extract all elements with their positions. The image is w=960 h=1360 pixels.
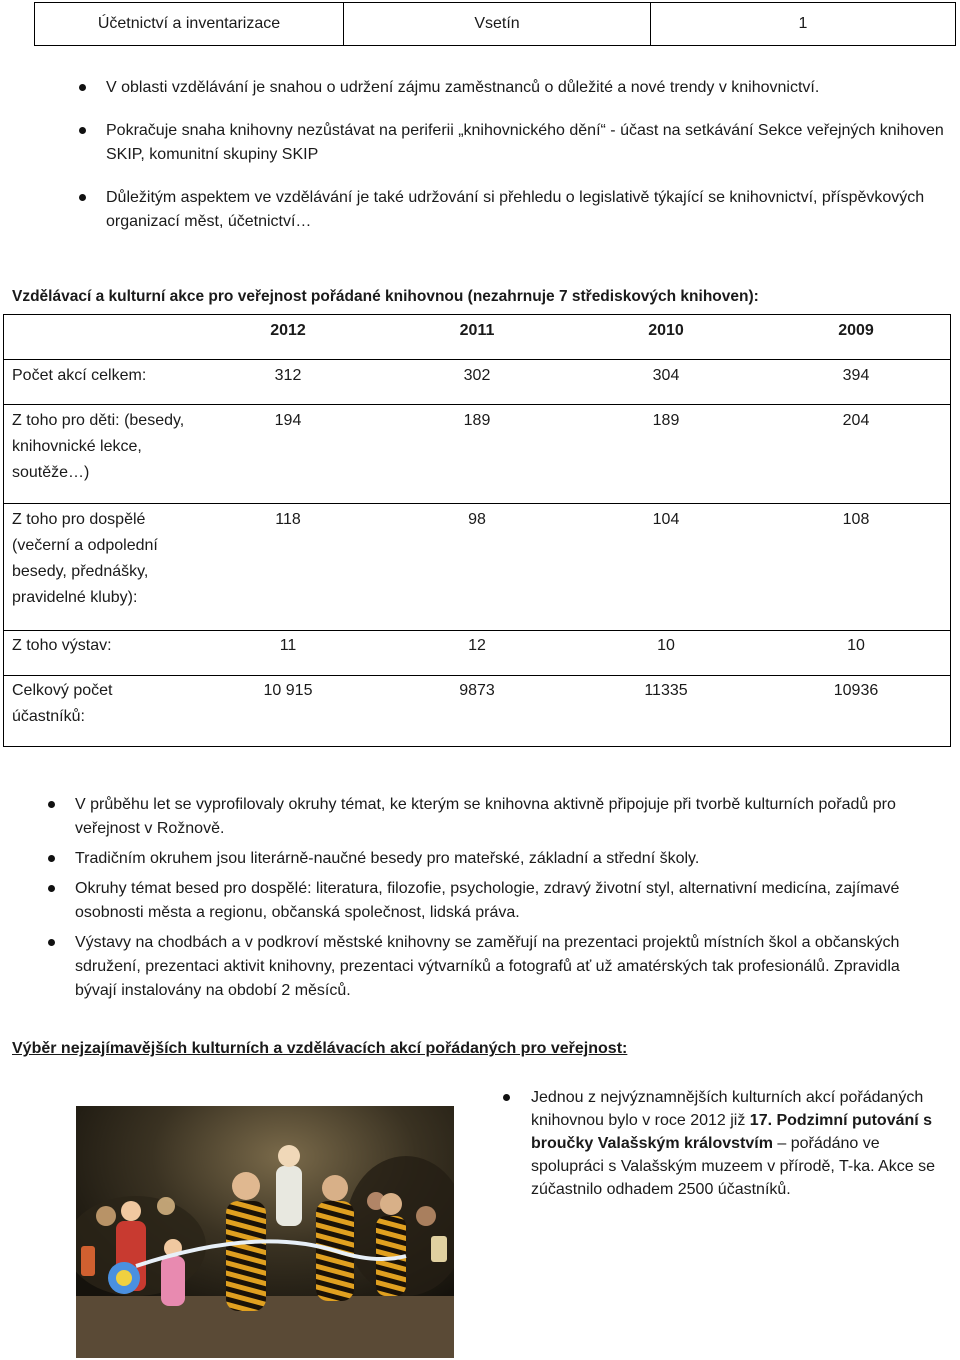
row-label: Z toho výstav: — [12, 637, 112, 654]
event-photo — [76, 1106, 454, 1358]
themes-bullet-list — [75, 793, 935, 1009]
year-header: 2012 — [270, 322, 306, 339]
table-cell: 12 — [468, 637, 486, 654]
list-item: Důležitým aspektem ve vzdělávání je také udržování si přehledu o legislativě týkající se knihovnictví, příspěvkových organizací měst, účetnictví… — [106, 186, 956, 234]
list-item: Tradičním okruhem jsou literárně-naučné besedy pro mateřské, základní a střední školy. — [75, 847, 935, 871]
list-item: Pokračuje snaha knihovny nezůstávat na periferii „knihovnického dění“ - účast na setkávání Sekce veřejných knihoven SKIP, komunitní skupiny SKIP — [106, 119, 956, 167]
row-label: Z toho pro děti: (besedy, knihovnické lekce, soutěže…) — [12, 412, 185, 481]
table-row — [4, 404, 950, 504]
list-item: Výstavy na chodbách a v podkroví městské knihovny se zaměřují na prezentaci projektů místních škol a občanských sdružení, prezentaci aktivit knihovny, prezentaci výtvarníků a fotografů ať už amatérských tak profesionálů. Zpravidla bývají instalovány na období 2 měsíců. — [75, 931, 935, 1003]
table-cell: 104 — [652, 511, 680, 528]
table-cell: 10936 — [833, 682, 879, 699]
selection-heading: Výběr nejzajímavějších kulturních a vzdělávacích akcí pořádaných pro veřejnost: — [12, 1040, 628, 1057]
table-cell: 11335 — [644, 682, 688, 699]
year-header: 2009 — [838, 322, 874, 339]
table-cell: 10 — [657, 637, 675, 654]
table-cell: 204 — [842, 412, 870, 429]
table-cell: 10 915 — [263, 682, 313, 699]
table-cell: 189 — [463, 412, 491, 429]
table-cell: 9873 — [459, 682, 495, 699]
bullet-icon — [503, 1094, 510, 1101]
bullet-icon — [48, 801, 55, 808]
table-cell: 118 — [275, 511, 301, 528]
table-cell: 394 — [842, 367, 870, 384]
table-cell: 10 — [847, 637, 865, 654]
stats-table — [3, 314, 951, 747]
table-cell: 302 — [463, 367, 491, 384]
list-item: V průběhu let se vyprofilovaly okruhy témat, ke kterým se knihovna aktivně připojuje při tvorbě kulturních pořadů pro veřejnost v Rožnově. — [75, 793, 935, 841]
year-header: 2010 — [648, 322, 684, 339]
table-cell: 189 — [652, 412, 680, 429]
row-label: Z toho pro dospělé (večerní a odpolední besedy, přednášky, pravidelné kluby): — [12, 511, 158, 606]
list-item: Okruhy témat besed pro dospělé: literatura, filozofie, psychologie, zdravý životní styl, alternativní medicína, zajímavé osobnosti města a regionu, občanská společnost, lidská práva. — [75, 877, 935, 925]
header-cell-title: Účetnictví a inventarizace — [97, 15, 281, 32]
list-item: V oblasti vzdělávání je snahou o udržení zájmu zaměstnanců o důležité a nové trendy v knihovnictví. — [106, 76, 956, 100]
event-name: 17. Podzimní putování s broučky Valašským královstvím — [531, 1112, 933, 1152]
table-cell: 98 — [468, 511, 486, 528]
table-cell: 11 — [279, 637, 297, 654]
header-cell-city: Vsetín — [343, 3, 650, 45]
bullet-icon — [48, 855, 55, 862]
table-header-row — [4, 315, 950, 359]
year-header: 2011 — [459, 322, 495, 339]
table-row — [4, 630, 950, 676]
stats-heading: Vzdělávací a kulturní akce pro veřejnost pořádané knihovnou (nezahrnuje 7 střediskových knihoven): — [12, 288, 759, 305]
table-cell: 194 — [274, 412, 302, 429]
table-row — [4, 359, 950, 405]
table-cell: 108 — [842, 511, 870, 528]
row-label: Celkový počet účastníků: — [12, 682, 113, 725]
row-label: Počet akcí celkem: — [12, 367, 147, 384]
bullet-icon — [48, 939, 55, 946]
bullet-icon — [48, 885, 55, 892]
document-header — [34, 2, 956, 46]
table-row — [4, 503, 950, 631]
header-cell-page: 1 — [650, 3, 955, 45]
top-bullet-list — [106, 76, 956, 253]
table-cell: 312 — [274, 367, 302, 384]
bullet-icon — [79, 194, 86, 201]
table-cell: 304 — [652, 367, 680, 384]
event-description: Jednou z nejvýznamnějších kulturních akcí pořádaných knihovnou bylo v roce 2012 již 17. Podzimní putování s broučky Valašským královstvím – pořádáno ve spolupráci s Valašským muzeem v přírodě, T-ka. Akce se zúčastnilo odhadem 2500 účastníků. — [531, 1086, 951, 1201]
table-row — [4, 675, 950, 747]
bullet-icon — [79, 84, 86, 91]
bullet-icon — [79, 127, 86, 134]
